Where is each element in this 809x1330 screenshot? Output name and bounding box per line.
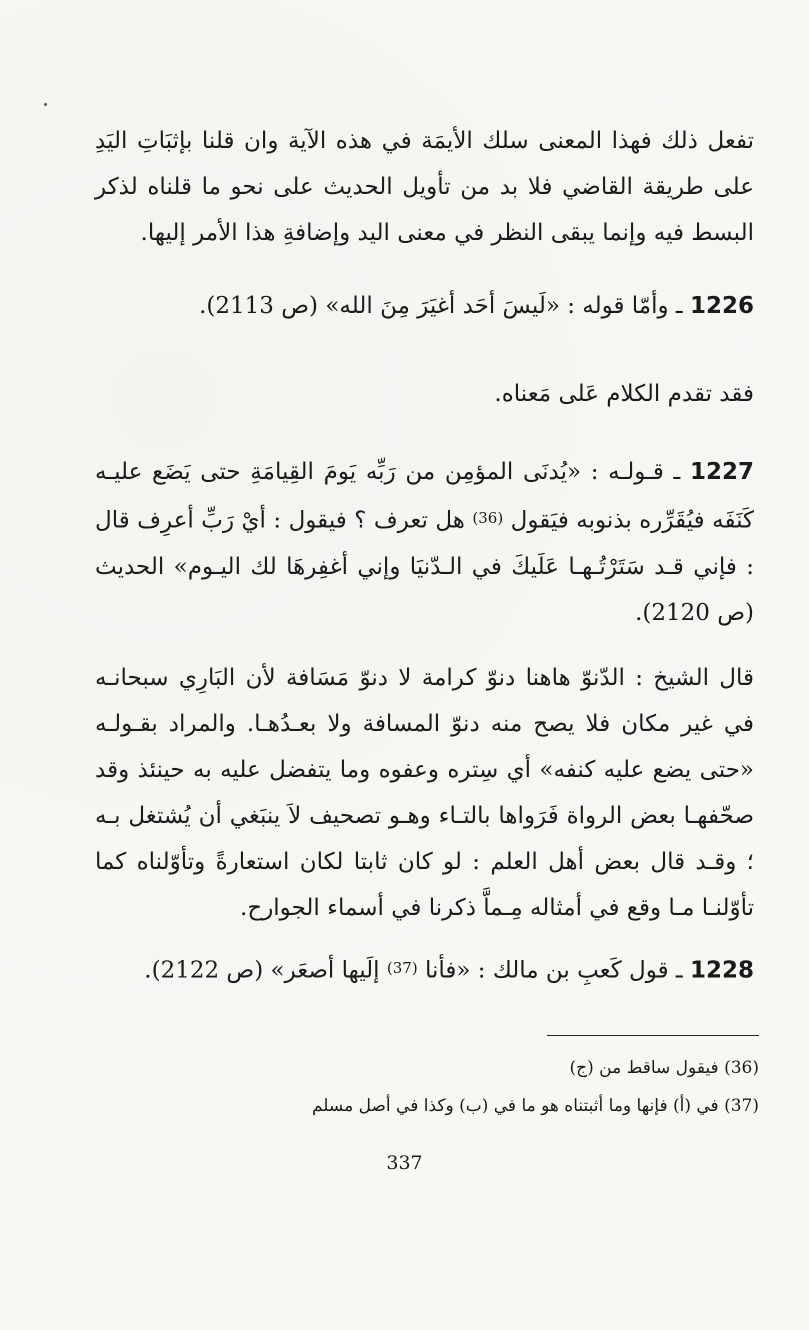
- footnote-divider: [547, 1035, 759, 1036]
- entry-text: هل تعرف ؟ فيقول : أيْ رَبِّ أعرِف قال : فإني قـد سَتَرْتُـهـا عَلَيكَ في الـدّنيَا وإني أغفِرهَا لك اليـوم» الحديث (ص 2120).: [95, 507, 754, 626]
- footnote-37: (37) في (أ) فإنها وما أثبتناه هو ما في (ب) وكذا في أصل مسلم: [311, 1096, 759, 1116]
- paragraph-text: فقد تقدم الكلام عَلى مَعناه.: [494, 381, 754, 407]
- entry-1226: [95, 283, 754, 329]
- entry-1227: [95, 449, 754, 636]
- entry-1228: [95, 945, 754, 994]
- footnote-ref: (36): [472, 509, 504, 527]
- entry-number: 1227: [689, 459, 754, 485]
- entry-text: ـ وأمّا قوله : «لَيسَ أحَد أغيَرَ مِنَ الله» (ص 2113).: [199, 293, 683, 319]
- entry-number: 1228: [689, 957, 754, 984]
- paragraph-continuation: [95, 118, 754, 256]
- entry-number: 1226: [689, 293, 754, 319]
- entry-text: ـ قـولـه : «يُدنَى المؤمِن من رَبِّه يَومَ القِيامَةِ حتى يَضَع عليـه كَنَفَه فيُقَرِّره بذنوبه فيَقول: [95, 459, 754, 534]
- paragraph-text: تفعل ذلك فهذا المعنى سلك الأيمَة في هذه الآية وان قلنا بإثبَاتِ اليَدِ على طريقة القاضي فلا بد من تأويل الحديث على نحو ما قلناه لذكر البسط فيه وإنما يبقى النظر في معنى اليد وإضافةِ هذا الأمر إليها.: [95, 128, 754, 246]
- page-number: 337: [386, 1152, 423, 1174]
- entry-text: إلَيها أصعَر» (ص 2122).: [144, 957, 380, 984]
- scan-speck: [44, 103, 47, 106]
- footnote-ref: (37): [386, 959, 418, 977]
- entry-text: ـ قول كَعبِ بن مالك : «فأنا: [424, 957, 683, 984]
- commentary-short: [95, 371, 754, 417]
- footnote-36: (36) فيقول ساقط من (ج): [569, 1058, 759, 1078]
- paragraph-text: قال الشيخ : الدّنوّ هاهنا دنوّ كرامة لا دنوّ مَسَافة لأن البَارِي سبحانـه في غير مكان فلا يصح منه دنوّ المسافة ولا بعـدُهـا. والمراد بقـولـه «حتى يضع عليه كنفه» أي سِتره وعفوه وما يتفضل عليه به حينئذ وقد صحّفهـا بعض الرواة فَرَواها بالتـاء وهـو تصحيف لاَ ينبَغي أن يُشتغل بـه ؛ وقـد قال بعض أهل العلم : لو كان ثابتا لكان استعارةً وتأوّلناه كما تأوّلنـا مـا وقع في أمثاله مِـماَّ ذكرنا في أسماء الجوارح.: [95, 665, 754, 921]
- sheikh-commentary: [95, 655, 754, 931]
